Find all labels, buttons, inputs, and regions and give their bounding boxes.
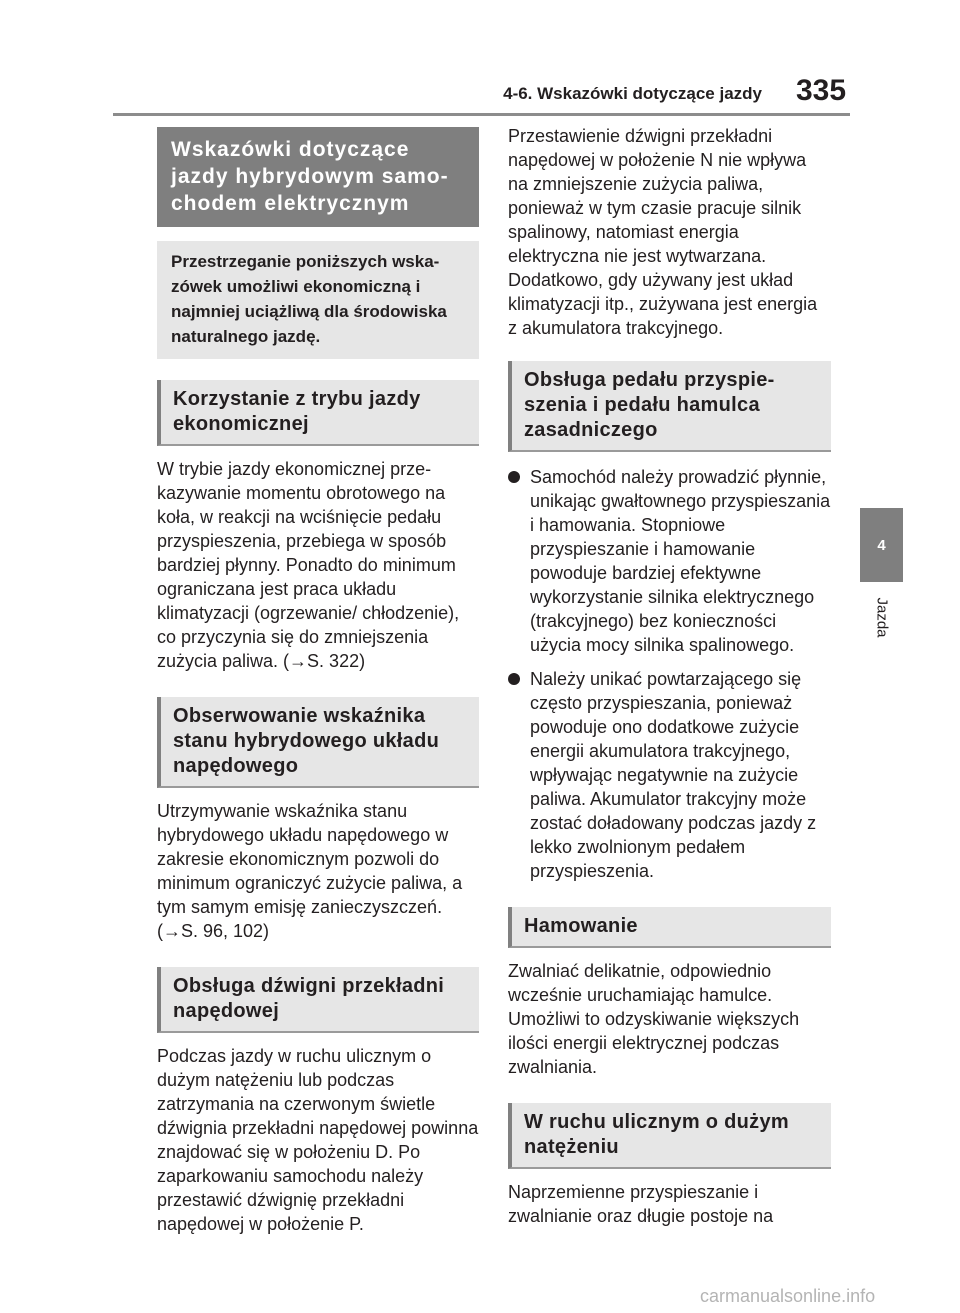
chapter-label [865,592,899,642]
paragraph-heavy-traffic: Naprzemienne przyspieszanie i zwalnianie oraz długie postoje na [508,1182,774,1226]
header-section-title: 4-6. Wskazówki dotyczące jazdy [503,84,762,103]
paragraph-shift-lever: Podczas jazdy w ruchu ulicznym o dużym natężeniu lub podczas zatrzymania na czerwonym świetle dźwignia przekładni napędowej powinna znajdować się w położeniu D. Po zaparkowaniu samochodu należy przestawić dźwignię przekładni napędowej w położenie P. [157,1046,479,1234]
heading-shift-lever: Obsługa dźwigni przekładni napędowej [157,967,479,1033]
heading-braking: Hamowanie [508,907,831,948]
bullet-icon [508,471,520,483]
chapter-number: 4 [877,536,886,554]
left-column [157,127,479,1236]
watermark: carmanualsonline.info [700,1286,876,1306]
pedal-bullet-list [508,465,831,883]
heading-hybrid-indicator: Obserwowanie wskaźnika stanu hybrydowego układu napędowego [157,697,479,788]
chapter-tab[interactable] [860,508,903,582]
paragraph-hybrid-indicator: Utrzymywanie wskaźnika stanu hybrydowego układu napędowego w zakresie ekonomicznym pozwoli do minimum ograniczyć zużycie paliwa, a tym samym emisję zanieczyszczeń. (→S. 96, 102) [157,801,463,941]
paragraph-braking: Zwalniać delikatnie, odpowiednio wcześnie uruchamiając hamulce. Umożliwi to odzyskiwanie większych ilości energii elektrycznej podczas zwalniania. [508,961,800,1077]
intro-box: Przestrzeganie poniższych wskazówek umożliwi ekonomiczną i najmniej uciążliwą dla środowiska naturalnego jazdę. [157,241,479,359]
paragraph-eco-mode: W trybie jazdy ekonomicznej przekazywanie momentu obrotowego na koła, w reakcji na wciśnięcie pedału przyspieszenia, przebiega w sposób bardziej płynny. Ponadto do minimum ograniczana jest praca układu klimatyzacji (ogrzewanie/ chłodzenie), co przyczynia się do zmniejszenia zużycia paliwa. (→S. 322) [157,459,460,671]
right-column [508,124,831,1228]
list-item [508,667,831,883]
bullet-text: Należy unikać powtarzającego się często przyspieszania, ponieważ powoduje ono dodatkowe zużycie energii akumulatora trakcyjnego, wpływając negatywnie na zużycie paliwa. Akumulator trakcyjny może zostać doładowany podczas jazdy z lekko zwolnionym pedałem przyspieszenia. [530,669,817,881]
page-number: 335 [796,74,847,107]
heading-eco-mode: Korzystanie z trybu jazdy ekonomicznej [157,380,479,446]
heading-heavy-traffic: W ruchu ulicznym o dużym natężeniu [508,1103,831,1169]
list-item [508,465,831,657]
bullet-icon [508,673,520,685]
header-rule [113,113,850,116]
heading-pedals: Obsługa pedału przyspieszenia i pedału hamulca zasadniczego [508,361,831,452]
main-title: Wskazówki dotyczące jazdy hybrydowym samochodem elektrycznym [157,127,479,227]
chapter-name: Jazda [873,596,891,638]
paragraph-continuation: Przestawienie dźwigni przekładni napędowej w położenie N nie wpływa na zmniejszenie zużycia paliwa, ponieważ w tym czasie pracuje silnik spalinowy, natomiast energia elektryczna nie jest wytwarzana. Dodatkowo, gdy używany jest układ klimatyzacji itp., zużywana jest energia z akumulatora trakcyjnego. [508,126,818,338]
bullet-text: Samochód należy prowadzić płynnie, unikając gwałtownego przyspieszania i hamowania. Stopniowe przyspieszanie i hamowanie powoduje bardziej efektywne wykorzystanie silnika elektrycznego (trakcyjnego) bez konieczności użycia mocy silnika spalinowego. [530,467,831,655]
